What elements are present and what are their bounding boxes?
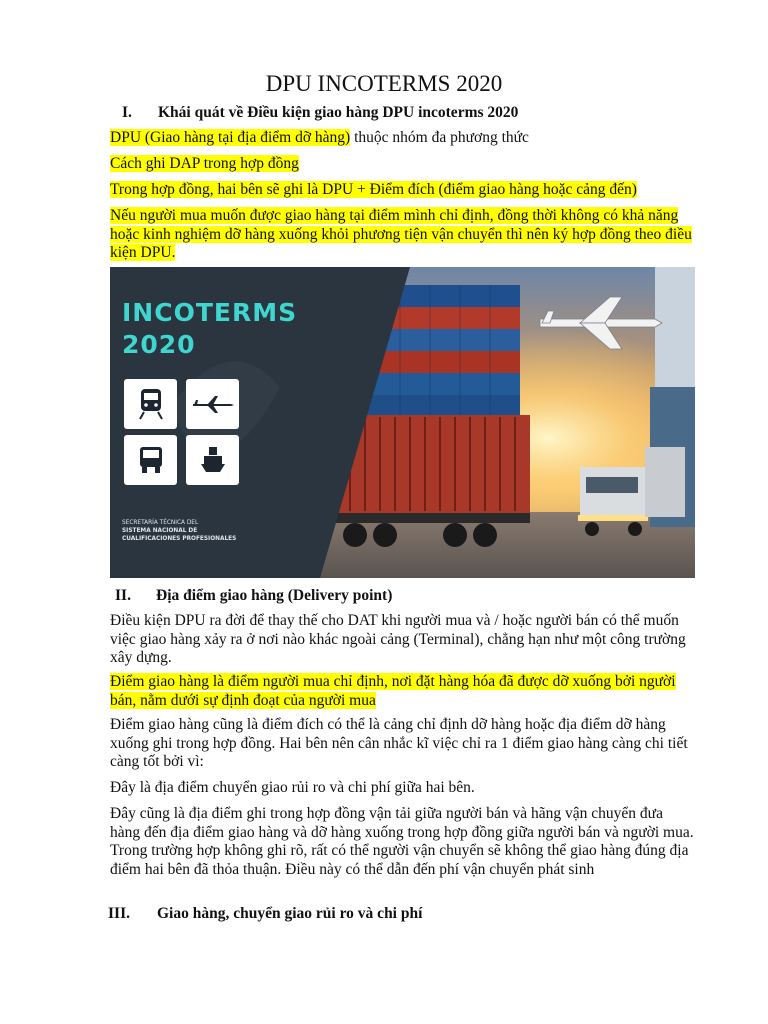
footer-line-1: SECRETARÍA TÉCNICA DEL bbox=[122, 520, 199, 526]
banner-line-2: 2020 bbox=[122, 330, 196, 359]
airplane-icon bbox=[186, 379, 239, 429]
document-title: DPU INCOTERMS 2020 bbox=[265, 71, 503, 96]
highlighted-text: DPU (Giao hàng tại địa điểm dỡ hàng) bbox=[110, 129, 351, 146]
banner-line-1: INCOTERMS bbox=[122, 298, 298, 327]
truck-icon bbox=[124, 435, 177, 485]
section-heading-2 bbox=[115, 586, 392, 606]
ship-icon bbox=[186, 435, 239, 485]
section-title: Khái quát về Điều kiện giao hàng DPU incoterms 2020 bbox=[158, 104, 519, 121]
incoterms-banner-title bbox=[122, 297, 297, 361]
paragraph: Đây là địa điểm chuyển giao rủi ro và chi phí giữa hai bên. bbox=[110, 779, 475, 796]
paragraph: Điểm giao hàng cũng là điểm đích có thể là cảng chỉ định dỡ hàng hoặc địa điểm dỡ hàng xuống ghi trong hợp đồng. Hai bên nên cân nhắc kĩ việc chỉ ra 1 điểm giao hàng càng chi tiết càng tốt bởi vì: bbox=[110, 716, 688, 770]
paragraph bbox=[110, 673, 695, 710]
section-heading-3 bbox=[108, 904, 422, 924]
paragraph-text: thuộc nhóm đa phương thức bbox=[350, 129, 529, 146]
train-icon bbox=[124, 379, 177, 429]
section-number: II. bbox=[115, 587, 131, 604]
highlighted-text: Nếu người mua muốn được giao hàng tại điểm mình chỉ định, đồng thời không có khả năng hoặc kinh nghiệm dỡ hàng xuống khỏi phương tiện vận chuyển thì nên ký hợp đồng theo điều kiện DPU. bbox=[110, 207, 692, 261]
paragraph bbox=[110, 207, 695, 263]
paragraph: Đây cũng là địa điểm ghi trong hợp đồng vận tải giữa người bán và hãng vận chuyển đưa hàng đến địa điểm giao hàng và dỡ hàng xuống trong hợp đồng giữa người bán và người mua. Trong trường hợp không ghi rõ, rất có thể người vận chuyển sẽ không thể giao hàng đúng địa điểm hai bên đã thỏa thuận. Điều này có thể dẫn đến phí vận chuyển phát sinh bbox=[110, 805, 694, 878]
paragraph bbox=[110, 155, 695, 174]
section-number: I. bbox=[122, 104, 132, 121]
section-heading-1 bbox=[122, 103, 518, 123]
highlighted-text: Trong hợp đồng, hai bên sẽ ghi là DPU + Điểm đích (điểm giao hàng hoặc cảng đến) bbox=[110, 181, 637, 198]
footer-line-2: SISTEMA NACIONAL DE bbox=[122, 528, 198, 534]
footer-line-3: CUALIFICACIONES PROFESIONALES bbox=[122, 536, 237, 542]
section-title: Địa điểm giao hàng (Delivery point) bbox=[156, 587, 393, 604]
highlighted-text: Cách ghi DAP trong hợp đồng bbox=[110, 155, 299, 172]
section-number: III. bbox=[108, 905, 130, 922]
paragraph bbox=[110, 129, 695, 148]
image-footer-credit bbox=[122, 519, 272, 543]
paragraph bbox=[110, 181, 695, 200]
highlighted-text: Điểm giao hàng là điểm người mua chỉ định, nơi đặt hàng hóa đã được dỡ xuống bởi người bán, nằm dưới sự định đoạt của người mua bbox=[110, 673, 676, 709]
paragraph: Điều kiện DPU ra đời để thay thế cho DAT khi người mua và / hoặc người bán có thể muốn việc giao hàng xảy ra ở nơi nào khác ngoài cảng (Terminal), chẳng hạn như một công trường xây dựng. bbox=[110, 612, 686, 666]
incoterms-illustration bbox=[110, 267, 695, 578]
section-title: Giao hàng, chuyển giao rủi ro và chi phí bbox=[157, 905, 423, 922]
